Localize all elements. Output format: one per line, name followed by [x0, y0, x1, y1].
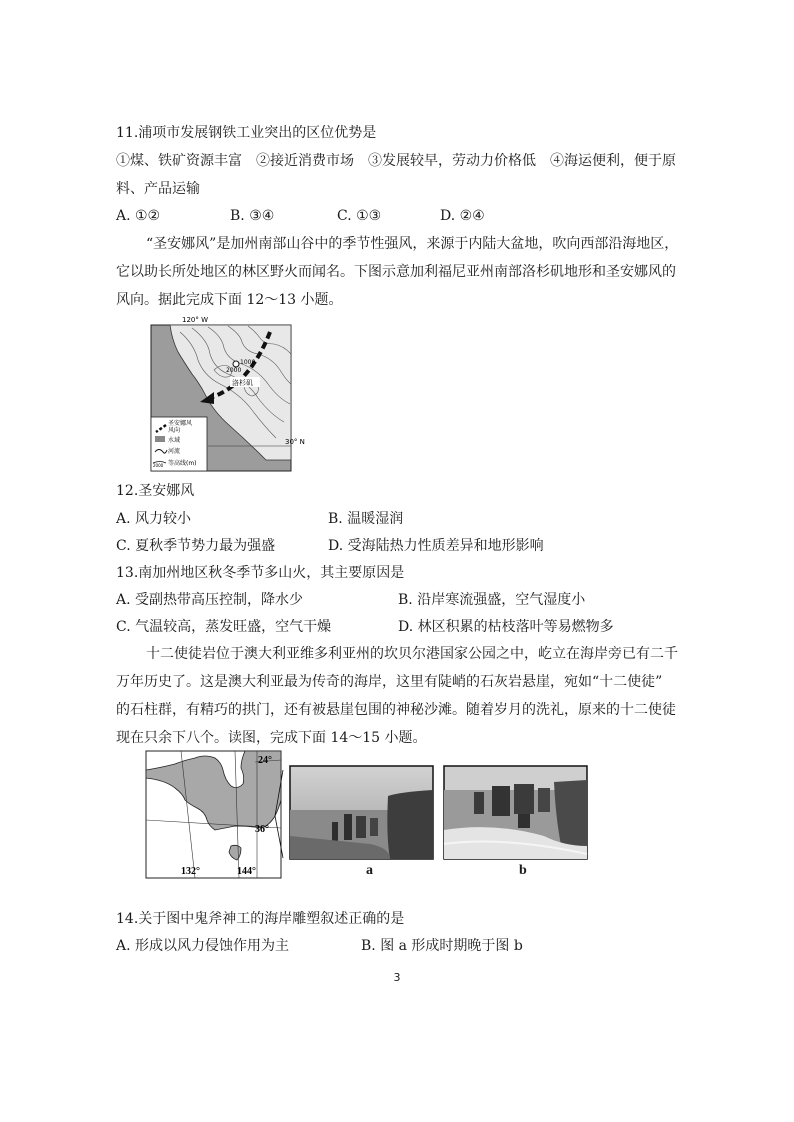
legend-contour-number: 2000 — [153, 463, 164, 468]
legend-water-label: 水域 — [168, 437, 181, 444]
q11-stem: 11.浦项市发展钢铁工业突出的区位优势是 — [116, 125, 377, 141]
map1-contour-2000: 2000 — [226, 367, 242, 374]
q11-option-c: C. ①③ — [337, 208, 382, 224]
intro2-line3: 的石柱群，有精巧的拱门，还有被悬崖包围的神秘沙滩。随着岁月的洗礼，原来的十二使徒 — [116, 702, 676, 718]
map1-legend — [151, 417, 207, 471]
q13-option-a: A. 受副热带高压控制，降水少 — [116, 592, 304, 608]
intro1-line2: 它以助长所处地区的林区野火而闻名。下图示意加利福尼亚州南部洛杉矶地形和圣安娜风的 — [116, 264, 676, 280]
photo-b-caption: b — [519, 863, 527, 878]
australia-map — [145, 750, 283, 880]
map2-lon144: 144° — [237, 866, 256, 877]
legend-water-icon — [155, 436, 165, 442]
map2-lon132: 132° — [181, 866, 200, 877]
map2-lat36: 36° — [255, 824, 269, 835]
legend-wind-label-2: 风向 — [168, 427, 181, 434]
intro1-line1: “圣安娜风”是加州南部山谷中的季节性强风，来源于内陆大盆地，吹向西部沿海地区， — [146, 236, 679, 252]
map1-lat-label: 30° N — [285, 438, 305, 446]
intro2-line2: 万年历史了。这是澳大利亚最为传奇的海岸，这里有陡峭的石灰岩悬崖，宛如“十二使徒” — [116, 674, 663, 690]
q14-option-b: B. 图 a 形成时期晚于图 b — [361, 938, 523, 954]
q12-option-b: B. 温暖湿润 — [328, 511, 404, 527]
map1-lon-label: 120° W — [182, 316, 209, 324]
q13-option-c: C. 气温较高，蒸发旺盛，空气干燥 — [116, 619, 332, 635]
q12-option-a: A. 风力较小 — [116, 511, 192, 527]
q11-statements-line2: 料、产品运输 — [116, 181, 200, 197]
intro2-line4: 现在只余下八个。读图，完成下面 14～15 小题。 — [116, 730, 427, 746]
legend-river-label: 河流 — [168, 448, 181, 455]
legend-wind-label-1: 圣安娜风 — [168, 420, 193, 427]
santa-ana-wind-map — [148, 314, 305, 472]
q13-option-b: B. 沿岸寒流强盛，空气湿度小 — [398, 592, 586, 608]
q11-statements-line1: ①煤、铁矿资源丰富 ②接近消费市场 ③发展较早，劳动力价格低 ④海运便利，便于原 — [116, 153, 676, 169]
map1-city-label: 洛杉矶 — [232, 379, 253, 387]
q11-option-a: A. ①② — [116, 208, 161, 224]
photo-a-caption: a — [366, 863, 373, 878]
q13-option-d: D. 林区积累的枯枝落叶等易燃物多 — [398, 619, 614, 635]
map2-lat24: 24° — [258, 755, 272, 766]
q12-stem: 12.圣安娜风 — [116, 483, 195, 499]
map1-contour-1000: 1000 — [240, 359, 256, 366]
q14-option-a: A. 形成以风力侵蚀作用为主 — [116, 938, 290, 954]
q12-option-c: C. 夏秋季节势力最为强盛 — [116, 538, 276, 554]
q13-stem: 13.南加州地区秋冬季节多山火，其主要原因是 — [116, 565, 405, 581]
intro2-line1: 十二使徒岩位于澳大利亚维多利亚州的坎贝尔港国家公园之中，屹立在海岸旁已有二千 — [146, 646, 678, 662]
q11-option-d: D. ②④ — [440, 208, 485, 224]
legend-contour-label: 等高线(m) — [168, 460, 197, 467]
photo-a-twelve-apostles — [290, 766, 433, 859]
photo-b-twelve-apostles — [444, 766, 587, 859]
q14-stem: 14.关于图中鬼斧神工的海岸雕塑叙述正确的是 — [116, 911, 405, 927]
q12-option-d: D. 受海陆热力性质差异和地形影响 — [328, 538, 544, 554]
q11-option-b: B. ③④ — [230, 208, 275, 224]
intro1-line3: 风向。据此完成下面 12～13 小题。 — [116, 292, 343, 308]
page-number: 3 — [393, 971, 401, 984]
